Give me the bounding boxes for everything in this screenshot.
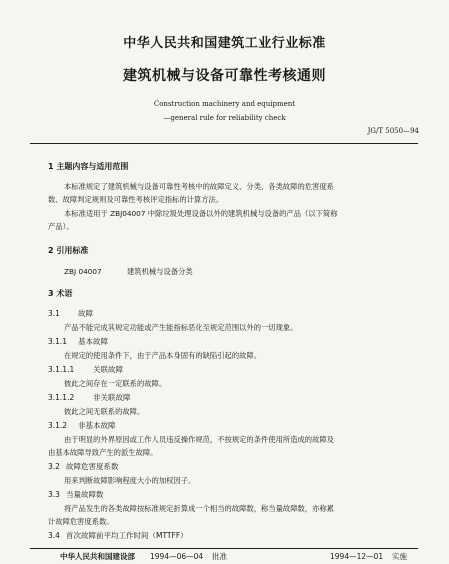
term-title: 首次故障前平均工作时间（MTTFF）	[66, 531, 188, 540]
term-title: 故障危害度系数	[66, 462, 119, 471]
term-number: 3.1.1	[48, 337, 68, 346]
reference-title: 建筑机械与设备分类	[127, 267, 193, 276]
term-definition: 彼此之间无联系的故障。	[64, 407, 145, 416]
term-definition: 产品不能完成其规定功能或产生能指标恶化至规定范围以外的一切现象。	[64, 323, 298, 332]
term-title: 基本故障	[78, 337, 108, 346]
term-definition: 由基本故障导致产生的派生故障。	[48, 448, 158, 457]
standard-code: JG/T 5050—94	[367, 127, 419, 135]
document-title: 建筑机械与设备可靠性考核通则	[123, 68, 326, 84]
term-definition: 在规定的使用条件下，由于产品本身固有的缺陷引起的故障。	[64, 351, 262, 360]
footer-approve-date: 1994—06—04	[150, 552, 204, 561]
footer-divider	[30, 548, 418, 549]
standard-organization-title: 中华人民共和国建筑工业行业标准	[123, 36, 326, 51]
term-definition: 由于明显的外界原因或工作人员违反操作规范，不按规定的条件使用所造成的故障及	[64, 435, 334, 444]
term-number: 3.1	[48, 309, 60, 318]
paragraph-line: 产品）。	[48, 222, 74, 231]
term-definition: 计故障危害度系数。	[48, 517, 114, 526]
header-divider	[30, 143, 418, 144]
english-title-line2: —general rule for reliability check	[163, 114, 286, 122]
term-title: 非关联故障	[93, 393, 131, 402]
term-number: 3.1.2	[48, 421, 68, 430]
footer-effective-date: 1994—12—01	[330, 552, 384, 561]
term-number: 3.1.1.2	[48, 393, 75, 402]
section-heading: 1 主题内容与适用范围	[48, 162, 129, 171]
paragraph-line: 本标准适用于 ZBJ04007 中除垃圾处理设备以外的建筑机械与设备的产品（以下简称	[64, 209, 338, 218]
paragraph-line: 本标准规定了建筑机械与设备可靠性考核中的故障定义、分类、各类故障的危害度系	[64, 182, 334, 191]
term-definition: 彼此之间存在一定联系的故障。	[64, 379, 167, 388]
english-title-line1: Construction machinery and equipment	[153, 100, 296, 108]
footer-effective-label: 实施	[392, 552, 407, 561]
term-definition: 将产品发生的各类故障按标准规定折算成一个相当的故障数，称当量故障数，亦称累	[64, 504, 334, 513]
term-number: 3.2	[48, 462, 60, 471]
term-title: 当量故障数	[66, 490, 104, 499]
reference-code: ZBJ 04007	[64, 267, 102, 276]
term-title: 关联故障	[93, 365, 123, 374]
term-number: 3.4	[48, 531, 60, 540]
term-title: 非基本故障	[78, 421, 116, 430]
term-title: 故障	[78, 309, 93, 318]
footer-issuer: 中华人民共和国建设部	[60, 552, 135, 561]
section-heading: 2 引用标准	[48, 246, 89, 255]
paragraph-line: 数、故障判定规则及可靠性考核评定指标的计算方法。	[48, 195, 224, 204]
term-number: 3.3	[48, 490, 60, 499]
term-definition: 用来判断故障影响程度大小的加权因子。	[64, 476, 196, 485]
term-number: 3.1.1.1	[48, 365, 75, 374]
footer-approve-label: 批准	[212, 552, 227, 561]
section-heading: 3 术语	[48, 289, 73, 298]
